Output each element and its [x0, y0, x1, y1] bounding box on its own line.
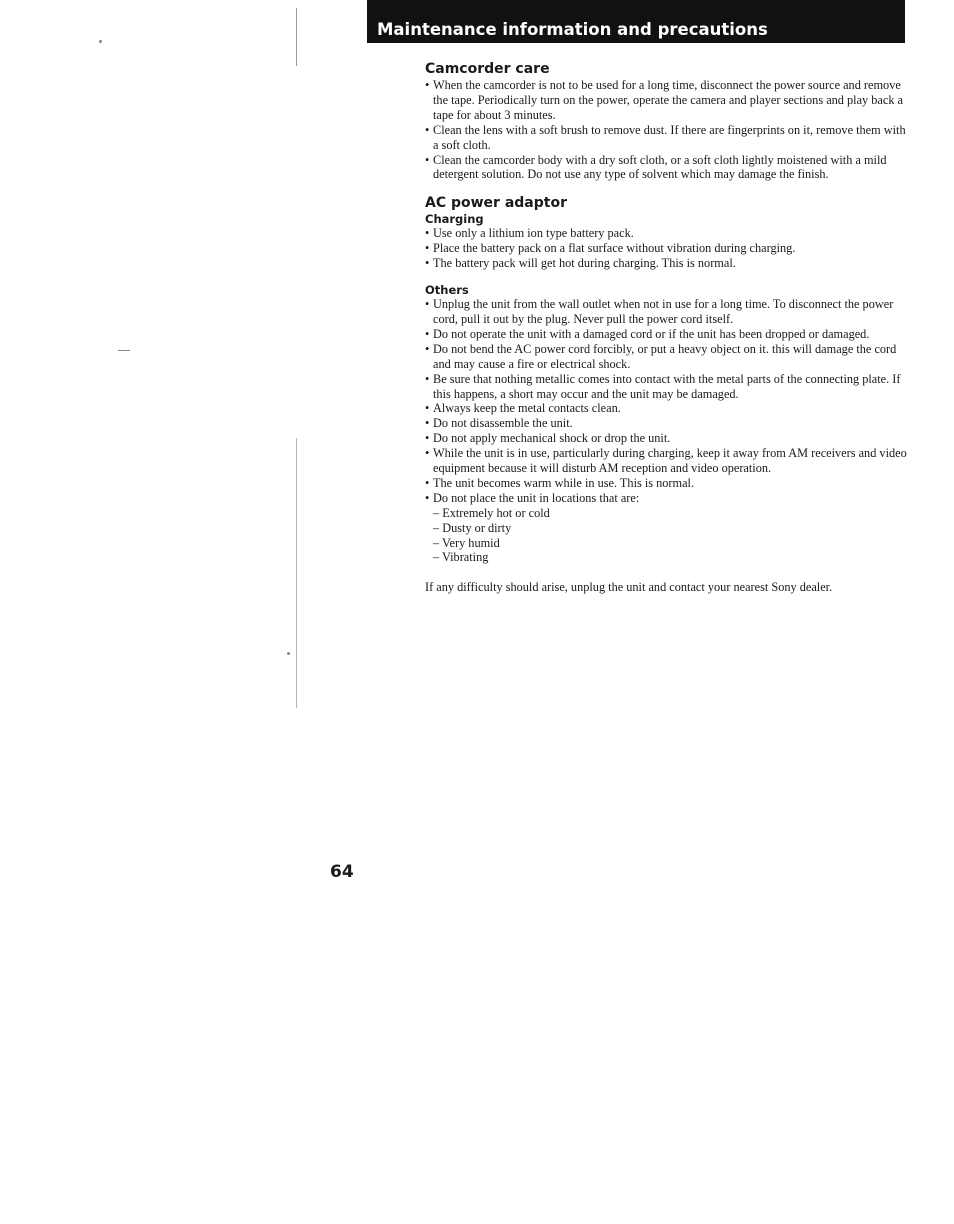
camcorder-care-section	[425, 60, 910, 182]
scan-speck	[287, 652, 290, 655]
list-item: • Clean the lens with a soft brush to remove dust. If there are fingerprints on it, remove them with a soft cloth.	[425, 123, 910, 153]
others-list	[425, 297, 910, 565]
scan-speck	[99, 40, 102, 43]
ac-power-adaptor-heading: AC power adaptor	[425, 195, 567, 212]
list-item: • The unit becomes warm while in use. This is normal.	[425, 476, 910, 491]
location-item: – Dusty or dirty	[433, 520, 512, 535]
list-item: • Unplug the unit from the wall outlet when not in use for a long time. To disconnect the power cord, pull it out by the plug. Never pull the power cord itself.	[425, 297, 910, 327]
list-item: • Do not apply mechanical shock or drop the unit.	[425, 431, 910, 446]
list-item: • When the camcorder is not to be used for a long time, disconnect the power source and remove the tape. Periodically turn on the power, operate the camera and player sections and play back a tape for about 3 minutes.	[425, 78, 910, 123]
scan-speck	[118, 350, 130, 351]
location-item: – Very humid	[433, 535, 500, 550]
list-item: • Do not place the unit in locations that are:	[425, 491, 910, 506]
location-item: – Extremely hot or cold	[433, 505, 550, 520]
list-item: • Use only a lithium ion type battery pack.	[425, 226, 910, 241]
charging-list	[425, 226, 910, 271]
list-item: • Always keep the metal contacts clean.	[425, 401, 910, 416]
section-banner	[367, 0, 905, 43]
camcorder-care-list	[425, 78, 910, 182]
camcorder-care-heading: Camcorder care	[425, 61, 550, 77]
charging-heading: Charging	[425, 212, 484, 227]
list-item: • Do not operate the unit with a damaged cord or if the unit has been dropped or damaged.	[425, 327, 910, 342]
ac-power-adaptor-section	[425, 194, 910, 565]
list-item: • Do not bend the AC power cord forcibly, or put a heavy object on it. this will damage the cord and may cause a fire or electrical shock.	[425, 342, 910, 372]
list-item: • The battery pack will get hot during charging. This is normal.	[425, 256, 910, 271]
margin-rule	[296, 438, 297, 708]
section-title: Maintenance information and precautions	[377, 20, 768, 39]
list-item: • Be sure that nothing metallic comes into contact with the metal parts of the connecting plate. If this happens, a short may occur and the unit may be damaged.	[425, 372, 910, 402]
margin-rule	[296, 8, 297, 66]
others-subsection	[425, 283, 910, 565]
others-heading: Others	[425, 283, 469, 298]
main-content	[425, 60, 910, 595]
list-item: • Do not disassemble the unit.	[425, 416, 910, 431]
location-item: – Vibrating	[433, 550, 489, 565]
closing-note: If any difficulty should arise, unplug the unit and contact your nearest Sony dealer.	[425, 580, 833, 595]
list-item: • While the unit is in use, particularly during charging, keep it away from AM receivers and video equipment because it will disturb AM reception and video operation.	[425, 446, 910, 476]
page-number: 64	[330, 862, 354, 882]
list-item: • Place the battery pack on a flat surface without vibration during charging.	[425, 241, 910, 256]
list-item: • Clean the camcorder body with a dry soft cloth, or a soft cloth lightly moistened with a mild detergent solution. Do not use any type of solvent which may damage the finish.	[425, 153, 910, 183]
